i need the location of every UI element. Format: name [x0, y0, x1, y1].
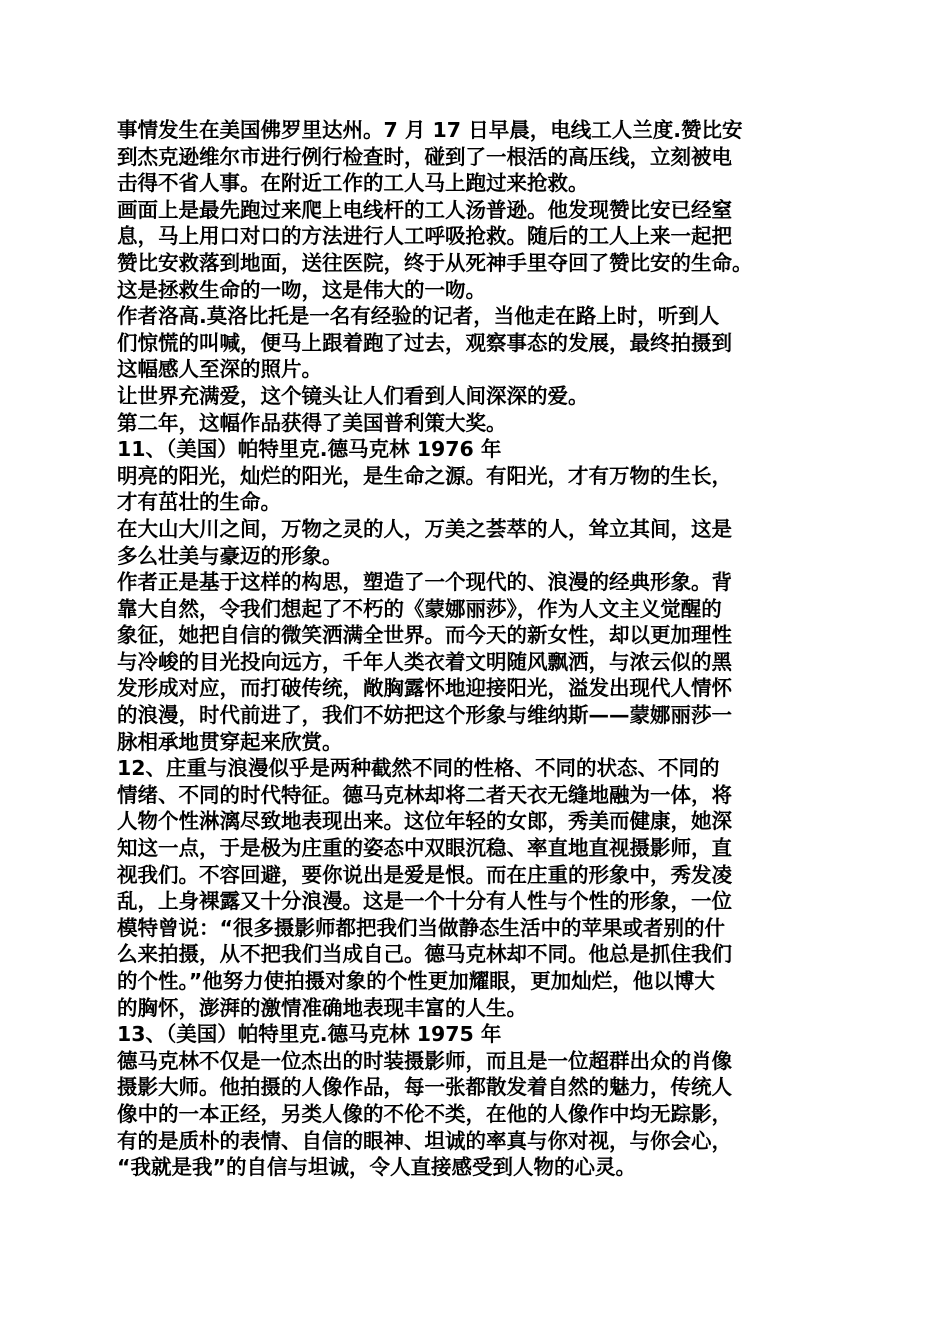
text-line: 象征，她把自信的微笑洒满全世界。而今天的新女性，却以更加理性: [117, 623, 732, 648]
text-line: 作者洛高.莫洛比托是一名有经验的记者，当他走在路上时，听到人: [117, 304, 720, 329]
text-line: 与冷峻的目光投向远方，千年人类衣着文明随风飘洒，与浓云似的黑: [117, 649, 732, 674]
text-line: 有的是质朴的表情、自信的眼神、坦诚的率真与你对视，与你会心，: [117, 1128, 732, 1153]
text-line: 这是拯救生命的一吻，这是伟大的一吻。: [117, 277, 486, 302]
text-line: 视我们。不容回避，要你说出是爱是恨。而在庄重的形象中，秀发凌: [117, 862, 732, 887]
text-line: 多么壮美与豪迈的形象。: [117, 543, 343, 568]
text-line: 靠大自然，令我们想起了不朽的《蒙娜丽莎》，作为人文主义觉醒的: [117, 596, 722, 621]
text-line: 息，马上用口对口的方法进行人工呼吸抢救。随后的工人上来一起把: [117, 224, 732, 249]
text-line: 在大山大川之间，万物之灵的人，万美之荟萃的人，耸立其间，这是: [117, 516, 732, 541]
section-heading: 13、（美国）帕特里克.德马克林 1975 年: [117, 1022, 502, 1047]
text-line: 摄影大师。他拍摄的人像作品，每一张都散发着自然的魅力，传统人: [117, 1075, 732, 1100]
text-line: 第二年，这幅作品获得了美国普利策大奖。: [117, 410, 507, 435]
text-line: 明亮的阳光，灿烂的阳光，是生命之源。有阳光，才有万物的生长，: [117, 463, 732, 488]
text-line: 12、庄重与浪漫似乎是两种截然不同的性格、不同的状态、不同的: [117, 756, 720, 781]
text-line: 的胸怀，澎湃的激情准确地表现丰富的人生。: [117, 995, 527, 1020]
text-line: 人物个性淋漓尽致地表现出来。这位年轻的女郎，秀美而健康，她深: [117, 809, 732, 834]
text-line: 事情发生在美国佛罗里达州。7 月 17 日早晨，电线工人兰度.赞比安: [117, 118, 743, 142]
text-line: 击得不省人事。在附近工作的工人马上跑过来抢救。: [117, 171, 589, 196]
text-line: 情绪、不同的时代特征。德马克林却将二者天衣无缝地融为一体，将: [117, 782, 732, 807]
text-line: 的个性。”他努力使拍摄对象的个性更加耀眼，更加灿烂，他以博大: [117, 969, 715, 993]
text-line: 的浪漫，时代前进了，我们不妨把这个形象与维纳斯——蒙娜丽莎一: [117, 703, 732, 728]
text-line: 画面上是最先跑过来爬上电线杆的工人汤普逊。他发现赞比安已经窒: [117, 197, 732, 222]
section-heading: 11、（美国）帕特里克.德马克林 1976 年: [117, 437, 502, 462]
text-line: 到杰克逊维尔市进行例行检查时，碰到了一根活的高压线，立刻被电: [117, 144, 732, 169]
text-line: 作者正是基于这样的构思，塑造了一个现代的、浪漫的经典形象。背: [117, 570, 732, 595]
text-line: 知这一点，于是极为庄重的姿态中双眼沉稳、率直地直视摄影师，直: [117, 836, 732, 861]
text-line: 发形成对应，而打破传统，敞胸露怀地迎接阳光，溢发出现代人情怀: [117, 676, 732, 701]
text-line: 让世界充满爱，这个镜头让人们看到人间深深的爱。: [117, 383, 589, 408]
text-line: 脉相承地贯穿起来欣赏。: [117, 729, 343, 754]
text-line: 么来拍摄，从不把我们当成自己。德马克林却不同。他总是抓住我们: [117, 942, 732, 967]
text-line: 才有茁壮的生命。: [117, 490, 281, 515]
text-line: 德马克林不仅是一位杰出的时装摄影师，而且是一位超群出众的肖像: [117, 1048, 732, 1073]
text-line: 赞比安救落到地面，送往医院，终于从死神手里夺回了赞比安的生命。: [117, 250, 753, 275]
document-body: [117, 117, 857, 1181]
text-line: 像中的一本正经，另类人像的不伦不类，在他的人像作中均无踪影，: [117, 1101, 732, 1126]
text-line: “我就是我”的自信与坦诚，令人直接感受到人物的心灵。: [117, 1155, 636, 1180]
text-line: 模特曾说：“很多摄影师都把我们当做静态生活中的苹果或者别的什: [117, 915, 725, 940]
text-line: 这幅感人至深的照片。: [117, 357, 322, 382]
text-line: 乱，上身裸露又十分浪漫。这是一个十分有人性与个性的形象，一位: [117, 889, 732, 914]
text-line: 们惊慌的叫喊，便马上跟着跑了过去，观察事态的发展，最终拍摄到: [117, 330, 732, 355]
